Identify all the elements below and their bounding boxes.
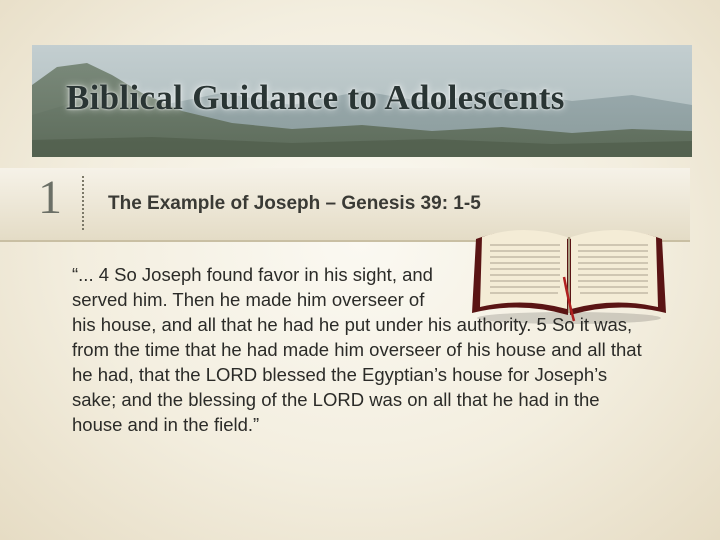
image-wrap-spacer [442, 262, 652, 312]
dotted-divider [82, 176, 84, 230]
slide-subtitle: The Example of Joseph – Genesis 39: 1-5 [108, 193, 481, 214]
slide-number: 1 [38, 171, 62, 224]
scripture-quote [72, 262, 652, 437]
scripture-quote-text: “... 4 So Joseph found favor in his sight, and served him. Then he made him overseer of his house, and all that he had he put under his authority. 5 So it was, from the time that he had made him overseer of his house and all that he had, that the LORD blessed the Egyptian’s house for Joseph’s sake; and the blessing of the LORD was on all that he had in the house and in the field.” [72, 264, 642, 435]
slide-title: Biblical Guidance to Adolescents [66, 78, 565, 117]
